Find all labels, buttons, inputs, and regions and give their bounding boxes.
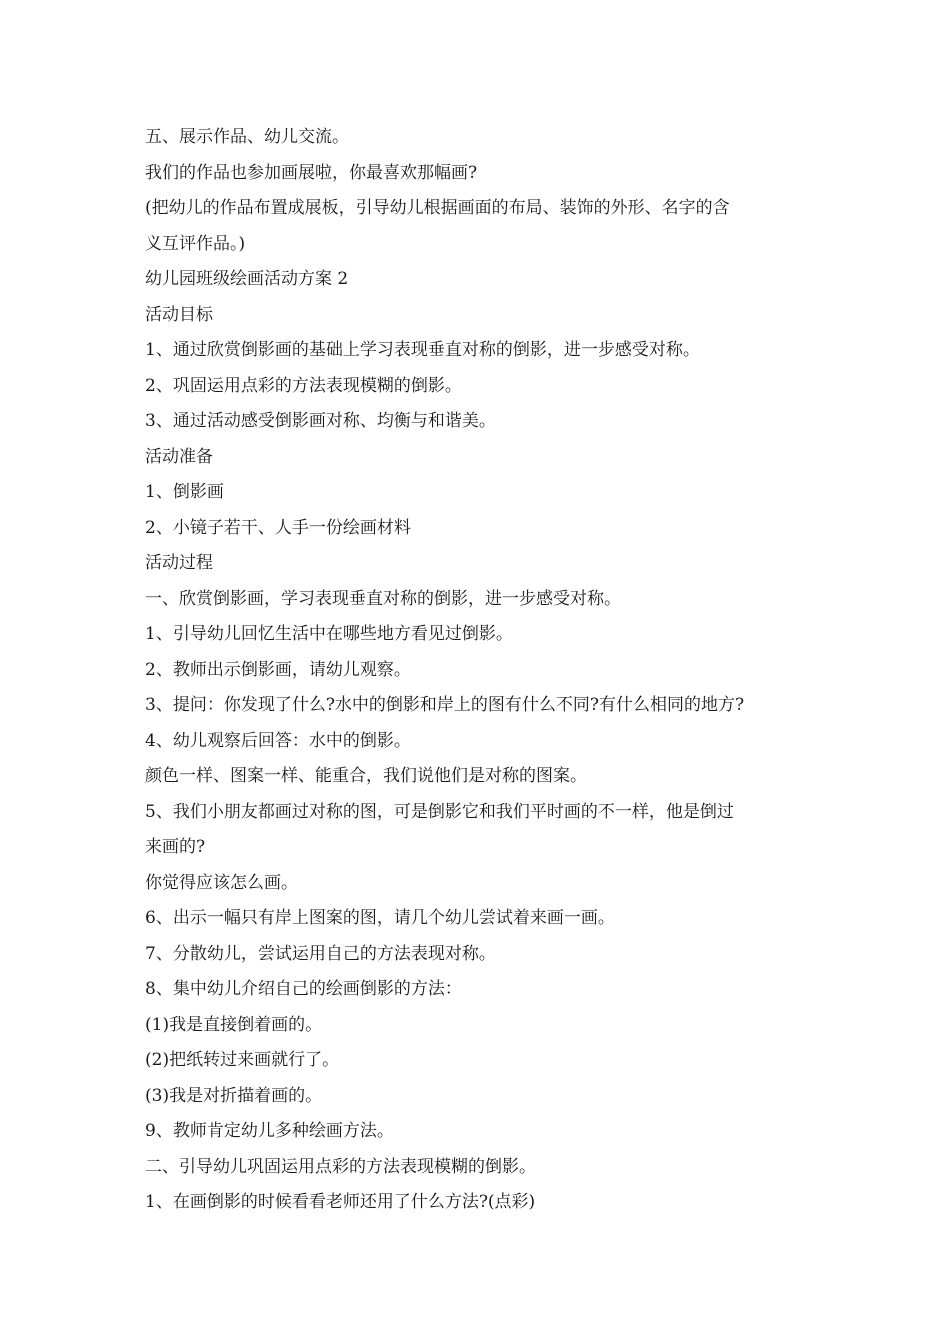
section-heading: 活动过程 <box>145 553 213 573</box>
document-body <box>145 120 815 1221</box>
list-item: 2、巩固运用点彩的方法表现模糊的倒影。 <box>145 375 462 396</box>
list-item: 8、集中幼儿介绍自己的绘画倒影的方法： <box>145 979 462 999</box>
paragraph: 义互评作品。) <box>145 233 246 254</box>
list-item: 3、通过活动感受倒影画对称、均衡与和谐美。 <box>145 411 496 431</box>
list-item: 2、教师出示倒影画，请幼儿观察。 <box>145 659 411 680</box>
list-item: 1、在画倒影的时候看看老师还用了什么方法?(点彩) <box>145 1192 536 1212</box>
list-item: 1、通过欣赏倒影画的基础上学习表现垂直对称的倒影，进一步感受对称。 <box>145 340 700 360</box>
section-heading: 五、展示作品、幼儿交流。 <box>145 127 349 147</box>
section-heading: 活动目标 <box>145 304 213 325</box>
section-heading: 活动准备 <box>145 446 213 467</box>
list-item: 3、提问：你发现了什么?水中的倒影和岸上的图有什么不同?有什么相同的地方? <box>145 695 745 715</box>
list-item: 1、倒影画 <box>145 482 224 502</box>
paragraph: 我们的作品也参加画展啦，你最喜欢那幅画? <box>145 162 478 183</box>
sub-list-item: (2)把纸转过来画就行了。 <box>145 1050 340 1070</box>
list-item: 9、教师肯定幼儿多种绘画方法。 <box>145 1121 394 1141</box>
list-item: 4、幼儿观察后回答：水中的倒影。 <box>145 730 411 751</box>
list-item: 5、我们小朋友都画过对称的图，可是倒影它和我们平时画的不一样，他是倒过 <box>145 801 734 822</box>
list-item: 7、分散幼儿，尝试运用自己的方法表现对称。 <box>145 943 496 964</box>
paragraph: 你觉得应该怎么画。 <box>145 872 298 893</box>
paragraph: (把幼儿的作品布置成展板，引导幼儿根据画面的布局、装饰的外形、名字的含 <box>145 198 730 218</box>
paragraph: 来画的? <box>145 837 206 857</box>
sub-list-item: (1)我是直接倒着画的。 <box>145 1014 323 1035</box>
paragraph: 颜色一样、图案一样、能重合，我们说他们是对称的图案。 <box>145 766 587 786</box>
section-heading: 一、欣赏倒影画，学习表现垂直对称的倒影，进一步感受对称。 <box>145 588 621 609</box>
sub-list-item: (3)我是对折描着画的。 <box>145 1085 323 1106</box>
list-item: 1、引导幼儿回忆生活中在哪些地方看见过倒影。 <box>145 624 513 644</box>
section-heading: 二、引导幼儿巩固运用点彩的方法表现模糊的倒影。 <box>145 1156 536 1177</box>
document-title: 幼儿园班级绘画活动方案 2 <box>145 269 349 289</box>
list-item: 6、出示一幅只有岸上图案的图，请几个幼儿尝试着来画一画。 <box>145 908 615 928</box>
list-item: 2、小镜子若干、人手一份绘画材料 <box>145 517 411 538</box>
